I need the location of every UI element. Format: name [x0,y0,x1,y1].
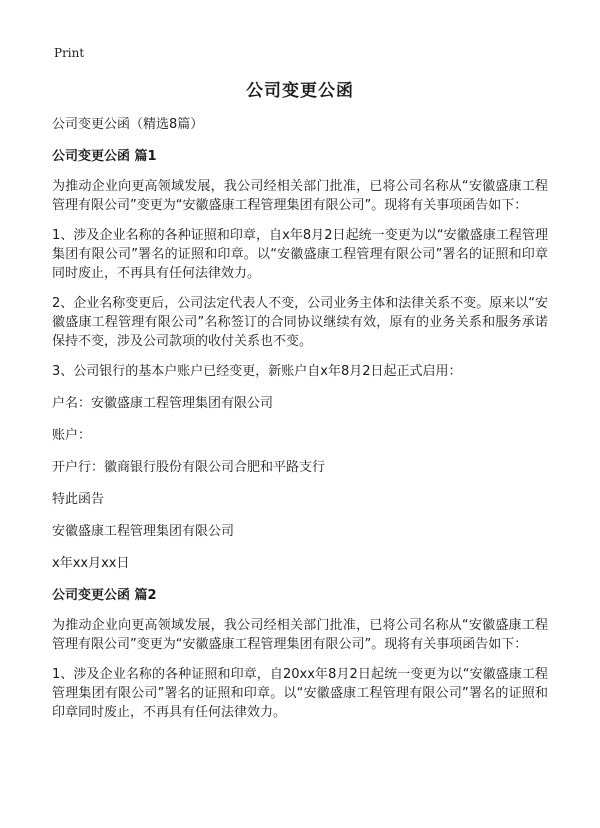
section-heading-1: 公司变更公函 篇1 [52,149,157,164]
account-number-line: 账户： [52,428,92,443]
date-line: x年xx月xx日 [52,556,130,571]
company-signature-line: 安徽盛康工程管理集团有限公司 [52,524,235,539]
closing-line: 特此函告 [52,492,105,507]
section1-paragraph-item-2: 2、企业名称变更后，公司法定代表人不变，公司业务主体和法律关系不变。原来以“安徽盛康工程管理有限公司”名称签订的合同协议继续有效，原有的业务关系和服务承诺保持不变，涉及公司款项的收付关系也不变。 [52,296,549,349]
section1-paragraph-intro: 为推动企业向更高领域发展，我公司经相关部门批准，已将公司名称从“安徽盛康工程管理有限公司”变更为“安徽盛康工程管理集团有限公司”。现将有关事项函告如下： [52,179,548,213]
section2-paragraph-intro: 为推动企业向更高领域发展，我公司经相关部门批准，已将公司名称从“安徽盛康工程管理有限公司”变更为“安徽盛康工程管理集团有限公司”。现将有关事项函告如下： [52,618,548,652]
section-heading-2: 公司变更公函 篇2 [52,588,157,603]
section1-paragraph-item-1: 1、涉及企业名称的各种证照和印章，自x年8月2日起统一变更为以“安徽盛康工程管理集团有限公司”署名的证照和印章。以“安徽盛康工程管理有限公司”署名的证照和印章同时废止，不再具有任何法律效力。 [52,228,548,281]
document-subtitle: 公司变更公函（精选8篇） [52,117,204,132]
section1-paragraph-item-3: 3、公司银行的基本户账户已经变更，新账户自x年8月2日起正式启用： [52,364,462,379]
document-title: 公司变更公函 [246,81,354,101]
account-name-line: 户名：安徽盛康工程管理集团有限公司 [52,396,274,411]
print-label: Print [54,46,85,60]
bank-line: 开户行：徽商银行股份有限公司合肥和平路支行 [52,460,326,475]
section2-paragraph-item-1: 1、涉及企业名称的各种证照和印章，自20xx年8月2日起统一变更为以“安徽盛康工程管理集团有限公司”署名的证照和印章。以“安徽盛康工程管理有限公司”署名的证照和印章同时废止，不再具有任何法律效力。 [52,667,548,720]
